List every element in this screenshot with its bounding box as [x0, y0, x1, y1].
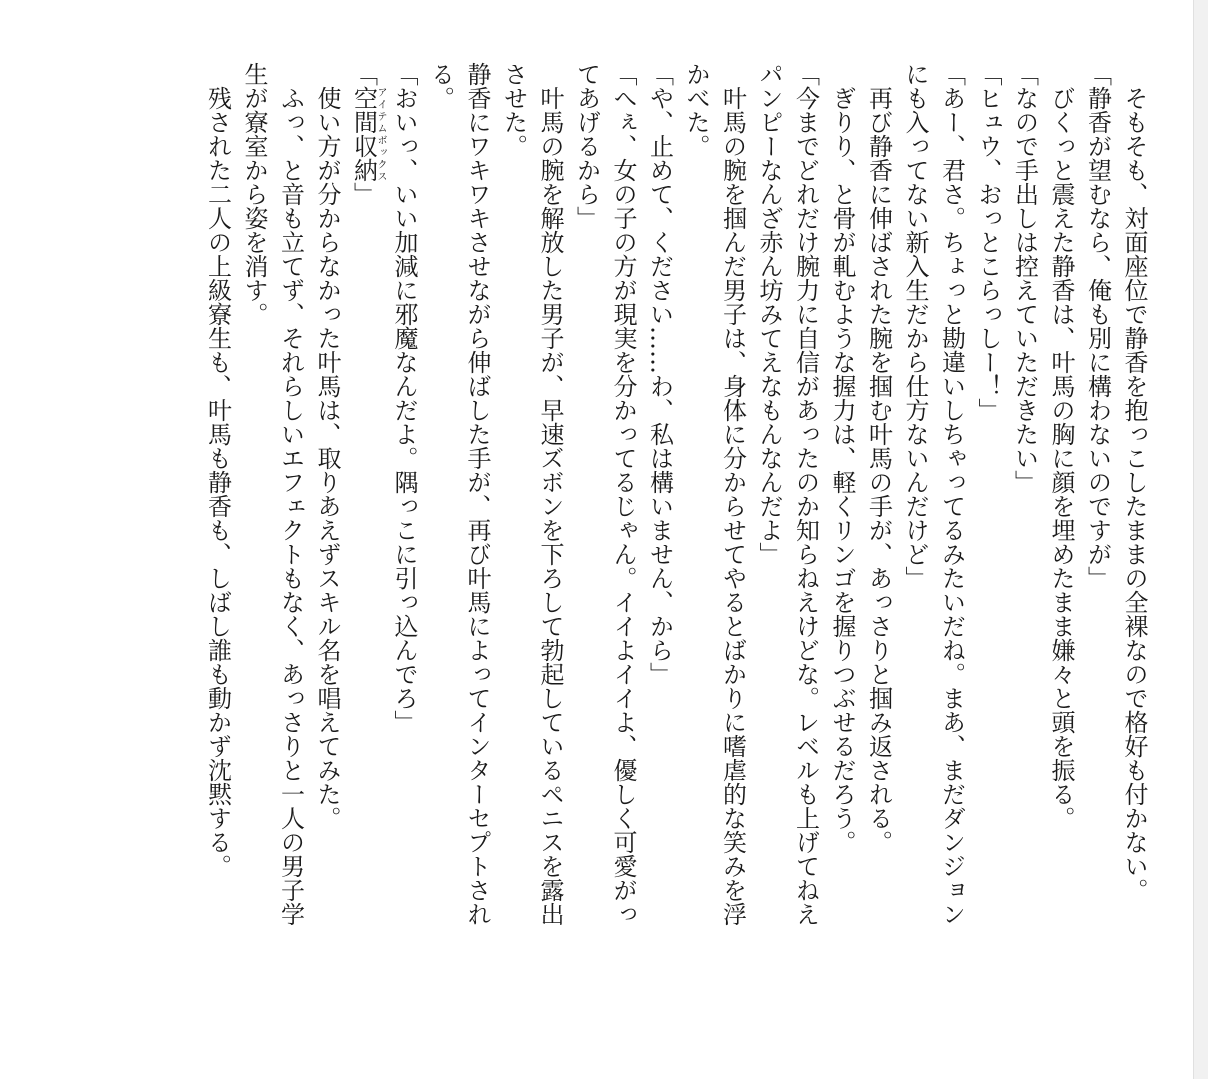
paragraph: 叶馬の腕を掴んだ男子は、身体に分からせてやるとばかりに嗜虐的な笑みを浮かべた。 — [682, 62, 747, 926]
paragraph: 「へぇ、女の子の方が現実を分かってるじゃん。イイよイイよ、優しく可愛がってあげるから」 — [572, 62, 637, 926]
skill-name-ruby — [349, 86, 386, 182]
scrollbar[interactable] — [1193, 0, 1208, 1079]
open-bracket: 「 — [349, 62, 378, 86]
paragraph: 再び静香に伸ばされた腕を掴む叶馬の手が、あっさりと掴み返される。 — [864, 86, 893, 854]
close-bracket: 」 — [349, 182, 378, 206]
paragraph: 「おいっ、いい加減に邪魔なんだよ。隅っこに引っ込んでろ」 — [390, 62, 418, 734]
paragraph: 「や、止めて、ください……わ、私は構いません、から」 — [645, 62, 674, 686]
skill-name-reading: アイテムボックス — [375, 86, 386, 182]
paragraph: 「ヒュウ、おっとこらっしー！」 — [974, 62, 1002, 422]
paragraph: 使い方が分からなかった叶馬は、取りあえずスキル名を唱えてみた。 — [313, 86, 341, 830]
paragraph: そもそも、対面座位で静香を抱っこしたままの全裸なので格好も付かない。 — [1120, 86, 1148, 902]
paragraph: 残された二人の上級寮生も、叶馬も静香も、しばし誰も動かず沈黙する。 — [203, 86, 232, 878]
paragraph-skill-name — [345, 62, 386, 942]
paragraph: ぎりり、と骨が軋むような握力は、軽くリンゴを握りつぶせるだろう。 — [828, 86, 856, 854]
paragraph: ふっ、と音も立てず、それらしいエフェクトもなく、あっさりと一人の男子学生が寮室から姿を消す。 — [240, 62, 305, 926]
paragraph: 「今までどれだけ腕力に自信があったのか知らねえけどな。レベルも上げてねえパンピーなんざ赤ん坊みてえなもんなんだよ」 — [755, 62, 820, 926]
paragraph: 「あー、君さ。ちょっと勘違いしちゃってるみたいだね。まあ、まだダンジョンにも入ってない新入生だから仕方ないんだけど」 — [901, 62, 966, 926]
paragraph: 叶馬の腕を解放した男子が、早速ズボンを下ろして勃起しているペニスを露出させた。 — [499, 62, 564, 926]
paragraph: びくっと震えた静香は、叶馬の胸に顔を埋めたまま嫌々と頭を振る。 — [1047, 86, 1075, 830]
novel-text-body — [199, 62, 1152, 942]
paragraph: 「なので手出しは控えていただきたい」 — [1010, 62, 1039, 494]
paragraph: 「静香が望むなら、俺も別に構わないのですが」 — [1083, 62, 1112, 590]
skill-name: 空間収納 — [349, 86, 378, 182]
paragraph: 静香にワキワキさせながら伸ばした手が、再び叶馬によってインターセプトされる。 — [426, 62, 491, 926]
